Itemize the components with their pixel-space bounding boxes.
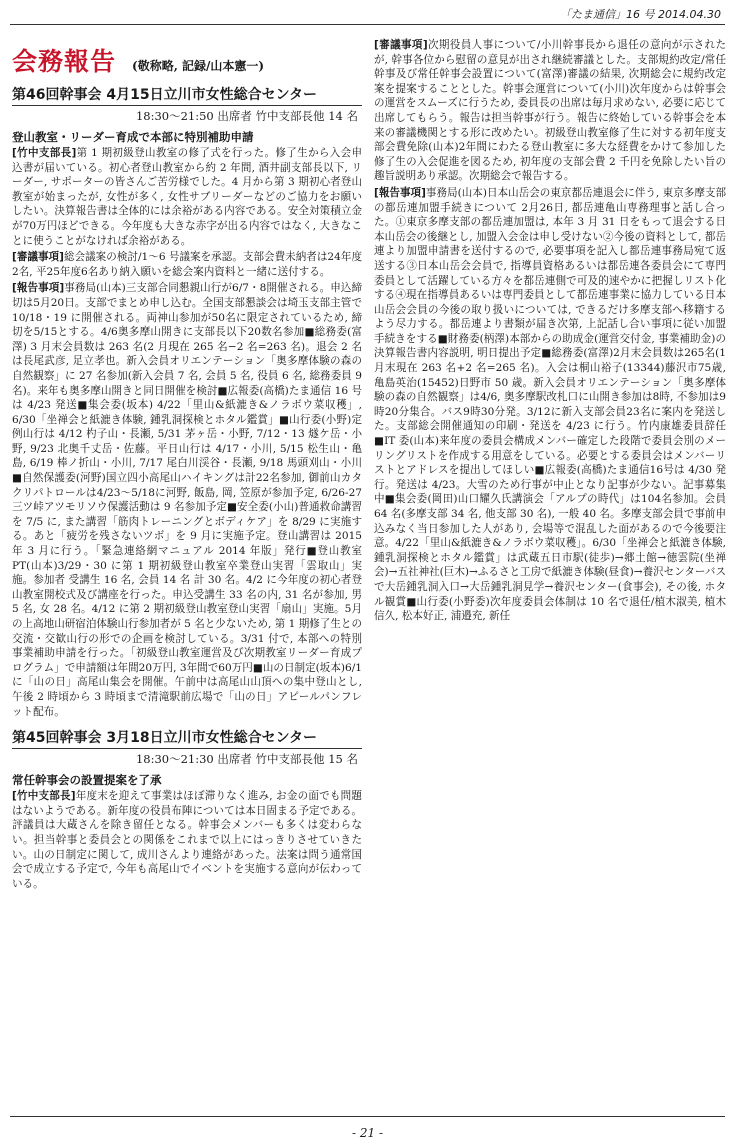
meeting-46-time: 18:30〜21:50 出席者 竹中支部長他 14 名 [135,109,358,123]
text-report-45: 事務局(山本)日本山岳会の東京都岳連退会に伴う, 東京多摩支部の都岳連加盟手続きについて 2月26日, 都岳連亀山専務理事と話し合った。①東京多摩支部の都岳連加盟は, 本年 3 月 31 日をもって退会する日本山岳会の後継とし, 加盟入会金は申し受けない②今後の資料として, 都岳連より加盟申請書を送付するので, 必要事項を記入し都岳連事務局宛て返送する③日本山岳会会員で, 指導員資格あるいは都岳連各委員会にて専門委員として活躍している方々を都岳連側で可及的速やかに把握しリスト化する④現在指導員あるいは専門委員として都岳連事業に協力している日本山岳会会員の今後の取り扱いについては, できるだけ多摩支部へ移籍するよう尽力する。都岳連より書類が届き次第, 上記話し合い事項に従い加盟手続きをする■財務委(柄澤)本部からの助成金(運営交付金, 事業補助金)の決算報告書内容説明, 明日提出予定■総務委(富澤)2月末会員数は265名(1 月末現在 263 名+2 名=265 名)。入会は桐山裕子(13344)藤沢市75歳, 亀島英治(15452)日野市 50 歳。新入会員オリエンテーション「奥多摩体験の森の自然観察」は4/6, 奥多摩駅改札口に山開き参加は8時, 不参加は9時20分集合。バス9時30分発。3/12に新入支部会員23名に案内を発送した。支部総会開催通知の印刷・発送を 4/23 に行う。竹内康雄委員辞任■IT 委(山本)来年度の委員会構成メンバー確定した段階で委員会別のメーリングリストを作成する用意をしている。必要とする委員会はメンバーリストとアドレスを提出してほしい■広報委(高橋)たま通信16号は 4/30 発行。発送は 4/23。大雪のため行事が中止となり記事が少ない。記事募集中■集会委(岡田)山口耀久氏講演会「アルプの時代」は104名参加。会員 64 名(多摩支部 34 名, 他支部 30 名), 一般 40 名。多摩支部会員で事前申込みなく当日参加した人があり, 会場等で混乱した面があるので今後要注意。4/22「里山&紙漉き&ノラボウ菜収穫」。6/30「坐禅会と紙漉き体験, 鍾乳洞探検とホタル鑑賞」は武蔵五日市駅(徒歩)→郷土館→徳雲院(坐禅会)→五社神社(巨木)→ふるさと工房で紙漉き体験(昼食)→養沢センターバスで大岳鍾乳洞入口→大岳鍾乳洞見学→養沢センター(食事会), その後, ホタル観賞■山行委(小野委)次年度委員会体制は 10 名で退任/植木淑美, 植木信久, 松本好正, 浦邉充, 新任 [374,186,726,623]
text-report: 事務局(山本)三支部合同懇親山行が6/7・8開催される。申込締切は5月20日。支部でまとめ申し込む。全国支部懇談会は埼玉支部主管で 10/18・19 に開催される。両神山参加が50名に限定されているため, 締切を5/15とする。4/6奥多摩山開きに支部長以下20数名参加■総務委(富澤) 3 月末会員数は 263 名(2 月現在 265 名−2 名=263 名)。退会 2 名は長尾武彦, 足立孝也。新入会員オリエンテーション「奥多摩体験の森の自然観察」に 27 名参加(新入会員 7 名, 会員 5 名, 役員 6 名, 総務委員 9 名)。来年も奥多摩山開きと同日開催を検討■広報委(高橋)たま通信 16 号は 4/23 発送■集会委(坂本) 4/22「里山&紙漉き&ノラボウ菜収穫」, 6/30「坐禅会と紙漉き体験, 鍾乳洞探検とホタル鑑賞」■山行委(小野)定例山行は 4/12 杓子山・長瀬, 5/31 茅ヶ岳・小野, 7/12・13 燧ケ岳・小野, 9/23 北奥千丈岳・佐藤。平日山行は 4/17・小川, 5/15 松生山・亀島, 6/19 棒ノ折山・小川, 7/17 尾白川渓谷・長瀬, 9/18 馬頭刈山・小川■自然保護委(河野)国立四小高尾山ハイキングは計22名参加, 御前山カタクリパトロールは4/23〜5/18に河野, 飯島, 岡, 笠原が参加予定, 6/26-27 三ツ峠アツモリソウ保護活動は 9 名参加予定■安全委(小山)普通救命講習を 7/5 に, また講習「筋肉トレーニングとボディケア」を 8/29 に実施する。あと「疲労を残さないツボ」を 9 月に実施予定。登山講習は 2015 年 3 月に行う。「緊急連絡網マニュアル 2014 年版」発行■登山教室PT(山本)3/29・30 に第 1 期初級登山教室卒業登山実習「雲取山」実施。参加者 受講生 16 名, 会員 14 名 計 30 名。4/2 に今年度の初心者登山教室開校式及び講座を行った。申込受講生 33 名の内, 31 名が参加, 男 5 名, 女 28 名。4/12 に第 2 期初級登山教室登山実習「扇山」実施。5月の上高地山研宿泊体験山行参加者が 5 名と少ないため, 第 1 期修了生との交流・交歓山行の形での企画を検討している。3/31 付で, 本部への特別事業補助申請を行った。「初級登山教室運営及び次期教室リーダー育成プログラム」で申請額は年間20万円, 3年間で60万円■山の日制定(坂本)6/1 に「山の日」高尾山集会を開催。午前中は高尾山山頂への集中登山とし, 午後 2 時頃から 3 時頃まで清滝駅前広場で「山の日」アピールパンフレット配布。 [12,282,362,718]
meeting-46-para-chair [12,146,362,248]
label-chair: [竹中支部長] [12,147,77,159]
footer-rule [10,1116,725,1117]
text-deliberation: 総会議案の検討/1〜6 号議案を承認。支部会費未納者は24年度2名, 平25年度6名あり納入願いを総会案内資料と一緒に送付する。 [12,251,362,278]
header-rule [10,24,725,25]
section-title: 会務報告 [12,47,117,76]
meeting-46-headline: 登山教室・リーダー育成で本部に特別補助申請 [12,130,254,144]
label-deliberation-45: [審議事項] [374,39,428,51]
text-chair-45: 年度末を迎えて事業はほぼ滞りなく進み, お金の面でも問題はないようである。新年度の役員布陣については本日固まる予定である。評議員は大蔵さんを除き留任となる。幹事会メンバーも多くは変わらない。担当幹事と委員会との関係をこれまで以上にはっきりさせていきたい。山の日制定に関して, 成川さんより連絡があった。法案は問う通常国会で成立する予定で, 今年も高尾山でイベントを実施する意向が伝わっている。 [12,790,362,890]
meeting-45-title: 第45回幹事会 3月18日立川市女性総合センター [12,727,362,749]
meeting-46-para-deliberation [12,250,362,279]
section-subtitle: (敬称略, 記録/山本憲一) [132,59,265,73]
text-chair: 第 1 期初級登山教室の修了式を行った。修了生から入会申込書が届いている。初心者登山教室から約 2 年間, 酒井副支部長以下, リーダー, サポーターの皆さんご苦労様でした。4 月から第 3 期初心者登山教室が始まったが, 女性が多く, 女性サブリーダーなどのご協力をお願いしたい。決算報告書は全体的には余裕がある内容である。安全対策積立金が70万円ほどできる。今年度も大きな赤字が出る内容ではなく, 大きなことに使うことがなければ余裕がある。 [12,147,362,247]
meeting-45-headline: 常任幹事会の設置提案を了承 [12,773,162,788]
text-deliberation-45: 次期役員人事について/小川幹事長から退任の意向が示されたが, 幹事各位から慰留の意見が出され継続審議とした。支部規約改定/常任幹事及び常任幹事会設置について(富澤)審議の結果, 次期総会に規約改定案を提案することとした。幹事会運営について(小川)次年度からは幹事会の運営をスムーズに行うため, 委員長の出席は毎月求めない, 必要に応じて出席してもらう。報告は担当幹事が行う。報告に終始している幹事会を本来の審議機関とする形に改めたい。初級登山教室修了生に対する初年度支部会費免除(山本)2年間にわたる登山教室に多大な経費をかけて参加した修了生の入会促進を図るため, 初年度の支部会費 2 千円を免除したい旨の趣旨説明あり承認。次期総会で報告する。 [374,39,726,183]
issue-info: 「たま通信」16 号 2014.04.30 [560,8,721,21]
section-heading [12,42,362,78]
label-deliberation: [審議事項] [12,251,64,264]
left-column [12,42,362,1110]
label-report-45: [報告事項] [374,186,426,199]
meeting-45-para-deliberation [374,38,726,184]
page-number: - 21 - [351,1126,383,1140]
right-column [374,38,726,1110]
label-report: [報告事項] [12,282,65,295]
meeting-46-para-report [12,281,362,719]
meeting-45-para-chair [12,789,362,891]
meeting-45-time: 18:30〜21:30 出席者 竹中支部長他 15 名 [135,752,358,767]
meeting-46-title: 第46回幹事会 4月15日立川市女性総合センター [12,84,362,106]
label-chair-45: [竹中支部長] [12,790,76,803]
meeting-45-para-report [374,186,726,624]
